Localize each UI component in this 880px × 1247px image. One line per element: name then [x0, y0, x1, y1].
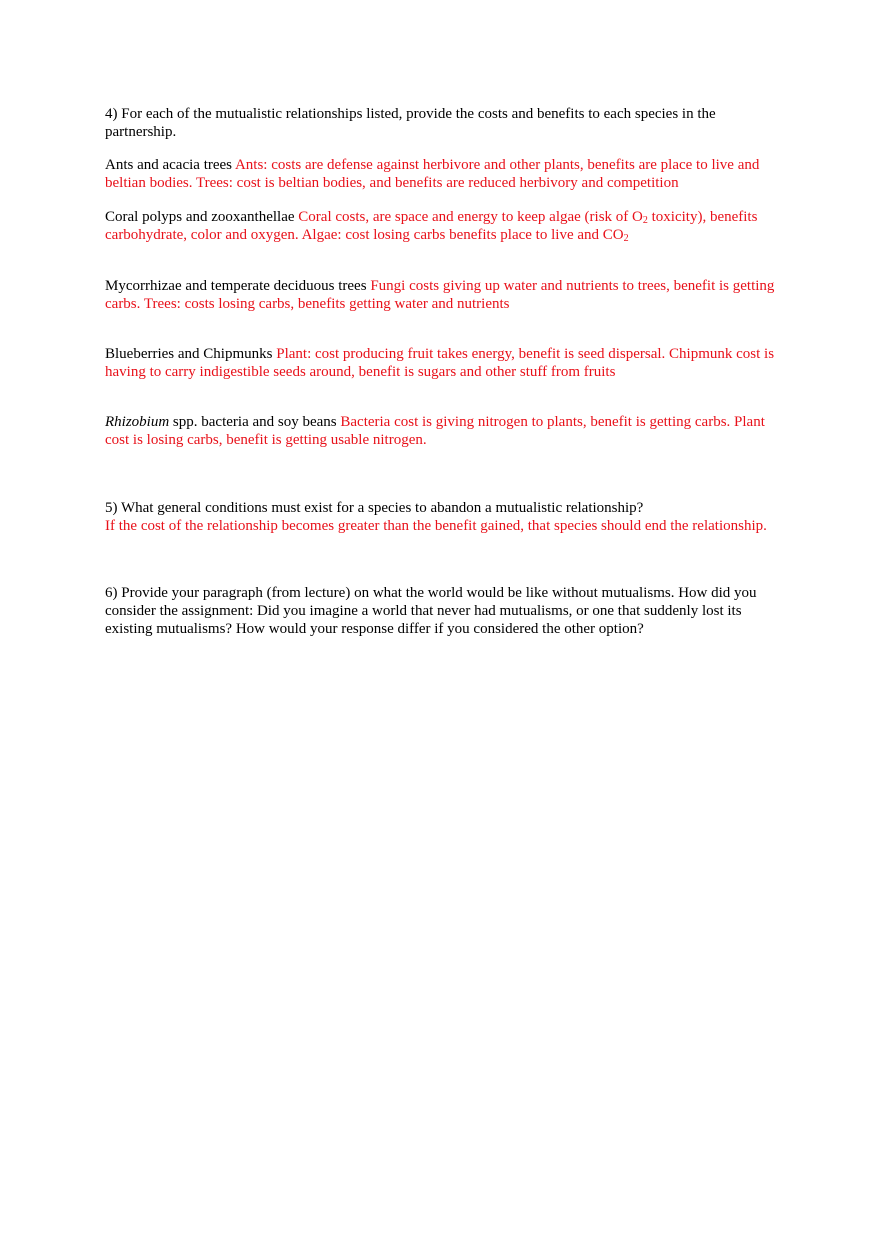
relationship-pair-genus: Rhizobium [105, 414, 170, 430]
question-5-prompt: 5) What general conditions must exist for a species to abandon a mutualistic relationship? [105, 500, 644, 516]
relationship-pair-label: spp. bacteria and soy beans [169, 414, 337, 430]
answer-text-part: Coral costs, are space and energy to keep algae (risk of O [298, 209, 643, 225]
question-5 [105, 499, 785, 535]
relationship-answer: Plant: cost producing fruit takes energy, benefit is seed dispersal. Chipmunk cost is having to carry indigestible seeds around, benefit is sugars and other stuff from fruits [105, 346, 775, 380]
relationship-pair-label: Ants and acacia trees [105, 157, 233, 173]
relationship-answer: Bacteria cost is giving nitrogen to plants, benefit is getting carbs. Plant cost is losing carbs, benefit is getting usable nitrogen. [105, 414, 765, 448]
relationship-mycorrhizae-trees [105, 277, 785, 313]
relationship-rhizobium-soybeans [105, 413, 785, 449]
subscript-two: 2 [623, 233, 629, 244]
answer-text-part: toxicity), benefits carbohydrate, color and oxygen. Algae: cost losing carbs benefits place to live and CO [105, 209, 758, 243]
question-4-prompt: 4) For each of the mutualistic relationships listed, provide the costs and benefits to each species in the partnership. [105, 106, 716, 140]
subscript-two: 2 [642, 215, 648, 226]
relationship-pair-label: Blueberries and Chipmunks [105, 346, 273, 362]
relationship-answer: Ants: costs are defense against herbivore and other plants, benefits are place to live and beltian bodies. Trees: cost is beltian bodies, and benefits are reduced herbivory and competition [105, 157, 760, 191]
relationship-pair-label: Coral polyps and zooxanthellae [105, 209, 295, 225]
relationship-ants-acacia [105, 156, 785, 192]
relationship-pair-label: Mycorrhizae and temperate deciduous trees [105, 278, 367, 294]
question-6-prompt: 6) Provide your paragraph (from lecture) on what the world would be like without mutualisms. How did you consider the assignment: Did you imagine a world that never had mutualisms, or one that suddenly lost its existing mutualisms? How would your response differ if you considered the other option? [105, 585, 757, 637]
relationship-coral-zooxanthellae [105, 208, 785, 244]
question-5-answer: If the cost of the relationship becomes greater than the benefit gained, that species should end the relationship. [105, 518, 767, 534]
relationship-answer: Fungi costs giving up water and nutrients to trees, benefit is getting carbs. Trees: costs losing carbs, benefits getting water and nutrients [105, 278, 775, 312]
relationship-blueberries-chipmunks [105, 345, 785, 381]
